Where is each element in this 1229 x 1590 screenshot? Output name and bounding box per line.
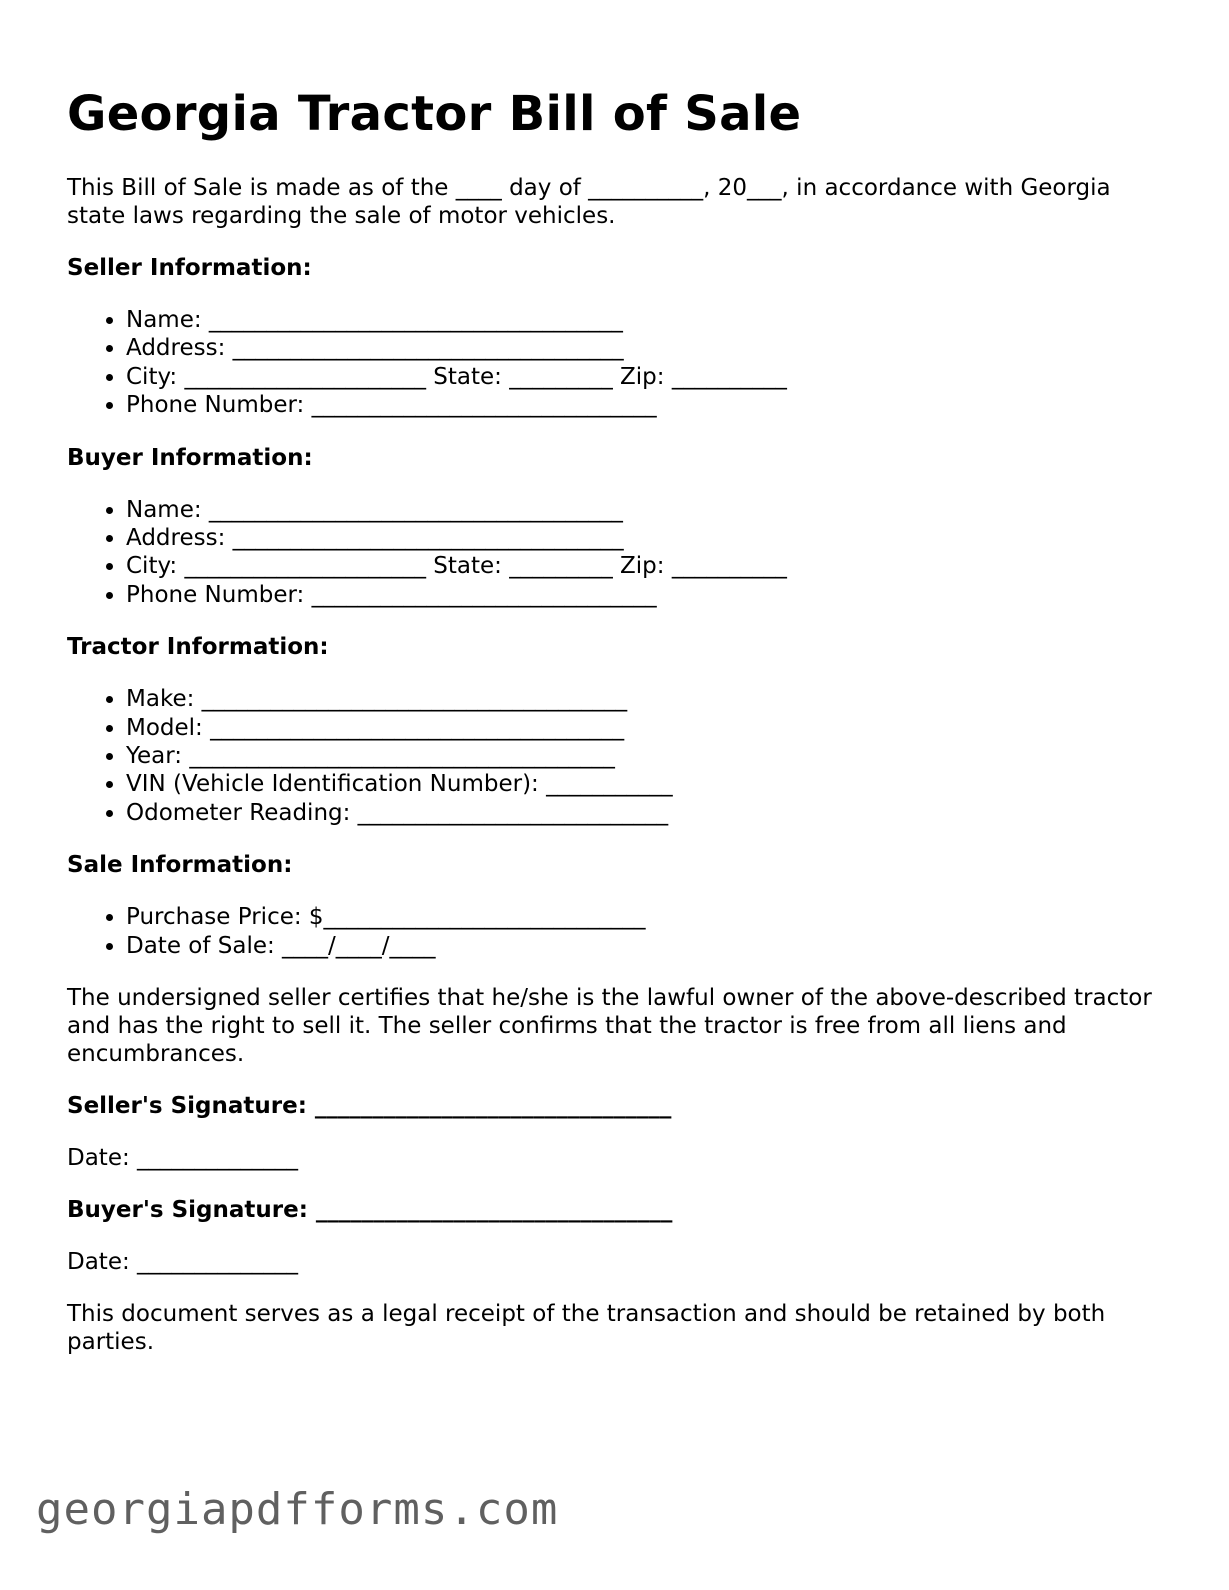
seller-address-field: • Address: __________________________________ bbox=[126, 334, 1167, 362]
purchase-price-field: • Purchase Price: $____________________________ bbox=[126, 903, 1167, 931]
tractor-section-heading: Tractor Information: bbox=[67, 634, 329, 661]
seller-name-field: • Name: ____________________________________ bbox=[126, 306, 1167, 334]
sale-section-heading: Sale Information: bbox=[67, 852, 293, 879]
intro-paragraph: This Bill of Sale is made as of the ____ day of __________, 20___, in accordance with Georgia state laws regarding the sale of motor vehicles. bbox=[67, 175, 1111, 229]
tractor-make-field: • Make: _____________________________________ bbox=[126, 685, 1167, 713]
seller-signature-line: Seller's Signature: _______________________________ bbox=[67, 1093, 672, 1120]
sale-info-list bbox=[67, 903, 1167, 960]
document bbox=[67, 84, 1167, 1356]
buyer-phone-field: • Phone Number: ______________________________ bbox=[126, 581, 1167, 609]
certification-paragraph: The undersigned seller certifies that he/she is the lawful owner of the above-described tractor and has the right to sell it. The seller confirms that the tractor is free from all liens and encumbrances. bbox=[67, 985, 1152, 1068]
buyer-date-line: Date: ______________ bbox=[67, 1249, 299, 1276]
seller-info-list bbox=[67, 306, 1167, 420]
tractor-vin-field: • VIN (Vehicle Identification Number): ___________ bbox=[126, 770, 1167, 798]
closing-paragraph: This document serves as a legal receipt of the transaction and should be retained by both parties. bbox=[67, 1301, 1106, 1356]
site-watermark: georgiapdfforms.com bbox=[36, 1484, 559, 1535]
tractor-model-field: • Model: ____________________________________ bbox=[126, 714, 1167, 742]
tractor-odometer-field: • Odometer Reading: ___________________________ bbox=[126, 799, 1167, 827]
seller-city-state-zip-field: • City: _____________________ State: _________ Zip: __________ bbox=[126, 363, 1167, 391]
document-title: Georgia Tractor Bill of Sale bbox=[67, 86, 802, 142]
date-of-sale-field: • Date of Sale: ____/____/____ bbox=[126, 932, 1167, 960]
tractor-year-field: • Year: _____________________________________ bbox=[126, 742, 1167, 770]
buyer-info-list bbox=[67, 496, 1167, 610]
buyer-section-heading: Buyer Information: bbox=[67, 444, 313, 471]
buyer-signature-line: Buyer's Signature: _______________________________ bbox=[67, 1197, 673, 1224]
seller-date-line: Date: ______________ bbox=[67, 1145, 299, 1172]
seller-phone-field: • Phone Number: ______________________________ bbox=[126, 391, 1167, 419]
buyer-name-field: • Name: ____________________________________ bbox=[126, 496, 1167, 524]
tractor-info-list bbox=[67, 685, 1167, 827]
seller-section-heading: Seller Information: bbox=[67, 255, 312, 281]
buyer-address-field: • Address: __________________________________ bbox=[126, 524, 1167, 552]
buyer-city-state-zip-field: • City: _____________________ State: _________ Zip: __________ bbox=[126, 552, 1167, 580]
